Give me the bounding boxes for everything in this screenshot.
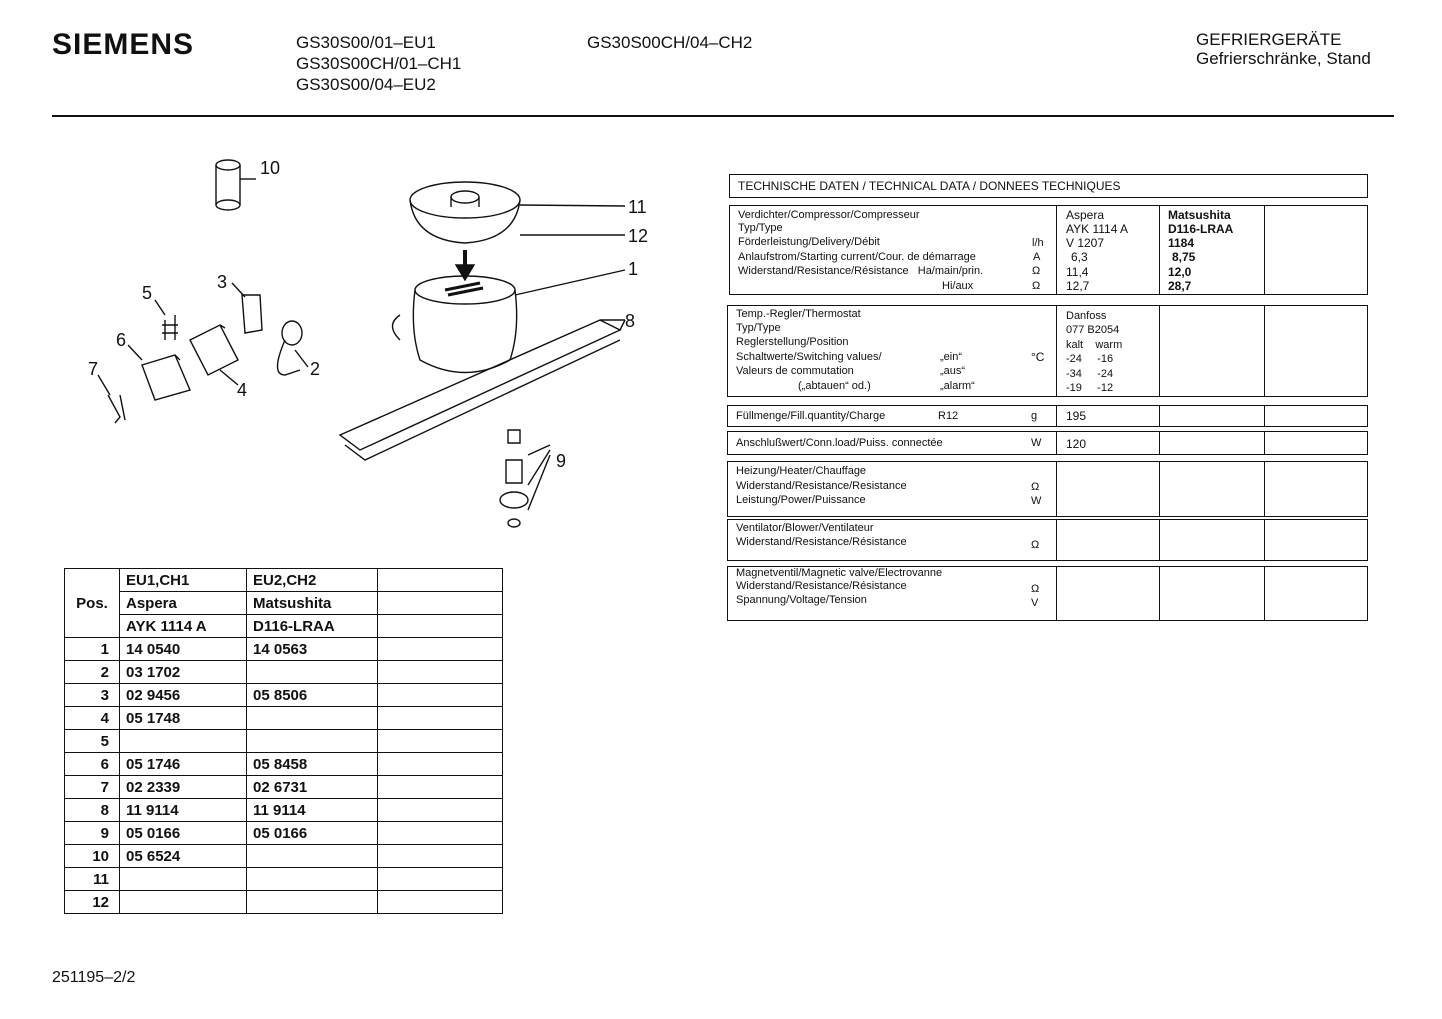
table-row: 9 05 0166 05 0166	[65, 822, 503, 845]
category-subtitle: Gefrierschränke, Stand	[1196, 49, 1371, 68]
relay-part	[242, 295, 262, 333]
clip-part	[162, 315, 178, 340]
table-row: 6 05 1746 05 8458	[65, 753, 503, 776]
valve-section: Magnetventil/Magnetic valve/Electrovanne Widerstand/Resistance/Résistance Spannung/Voltage/Tension Ω V	[727, 566, 1368, 621]
table-row: 3 02 9456 05 8506	[65, 684, 503, 707]
col2-region: EU2,CH2	[247, 569, 378, 592]
heater-section: Heizung/Heater/Chauffage Widerstand/Resistance/Resistance Leistung/Power/Puissance Ω W	[727, 461, 1368, 517]
callout-7: 7	[88, 359, 99, 379]
pos-header: Pos.	[65, 569, 120, 638]
category-block	[1196, 30, 1371, 68]
callout-6: 6	[116, 330, 127, 350]
tech-title-box	[729, 174, 1368, 198]
exploded-parts-diagram	[80, 145, 680, 545]
compressor-section: Verdichter/Compressor/Compresseur Typ/Type Förderleistung/Delivery/Débit Anlaufstrom/Starting current/Cour. de démarrage Widerstand/Resistance/Résistance Ha/main/prin. Hi/aux l/h A Ω Ω Aspera AYK 1114 A V 1207 6,3 11,4 12,7 Matsushita D116-LRAA 1184 8,75 12,0 28,7	[729, 205, 1368, 295]
fill-section: Füllmenge/Fill.quantity/Charge R12 g 195	[727, 405, 1368, 427]
col1-model: AYK 1114 A	[120, 615, 247, 638]
model-line: GS30S00CH/04–CH2	[587, 33, 753, 52]
blower-section: Ventilator/Blower/Ventilateur Widerstand/Resistance/Résistance Ω	[727, 519, 1368, 561]
capacitor-part	[216, 160, 256, 210]
callout-12: 12	[628, 226, 649, 246]
callout-1: 1	[628, 259, 639, 279]
callout-11: 11	[628, 197, 647, 217]
terminal-box-part	[142, 355, 190, 400]
category-title: GEFRIERGERÄTE	[1196, 30, 1342, 49]
col2-maker: Matsushita	[247, 592, 378, 615]
callout-3: 3	[217, 272, 228, 292]
connected-load-section: Anschlußwert/Conn.load/Puiss. connectée W 120	[727, 431, 1368, 455]
model-line: GS30S00/01–EU1	[296, 33, 436, 52]
header-divider	[52, 115, 1394, 117]
screw-set-part	[500, 430, 550, 527]
starter-part	[190, 325, 238, 375]
callout-9: 9	[556, 451, 567, 471]
mounting-rail-part	[340, 320, 625, 460]
document-code: 251195–2/2	[52, 969, 136, 986]
table-row: 11	[65, 868, 503, 891]
table-row: 1 14 0540 14 0563	[65, 638, 503, 661]
parts-table	[64, 568, 503, 914]
callout-5: 5	[142, 283, 153, 303]
compressor-part	[393, 270, 626, 373]
callout-10: 10	[260, 158, 281, 178]
cover-bowl-part	[410, 182, 625, 243]
model-line: GS30S00CH/01–CH1	[296, 54, 462, 73]
brand-logo: SIEMENS	[52, 28, 195, 61]
model-line: GS30S00/04–EU2	[296, 75, 436, 94]
callout-8: 8	[625, 311, 636, 331]
table-row: 7 02 2339 02 6731	[65, 776, 503, 799]
callout-2: 2	[310, 359, 321, 379]
table-row: 4 05 1748	[65, 707, 503, 730]
table-row: 2 03 1702	[65, 661, 503, 684]
col1-region: EU1,CH1	[120, 569, 247, 592]
table-row: 12	[65, 891, 503, 914]
tech-title: TECHNISCHE DATEN / TECHNICAL DATA / DONNEES TECHNIQUES	[738, 179, 1121, 193]
model-list	[296, 32, 461, 95]
table-row: 8 11 9114 11 9114	[65, 799, 503, 822]
callout-4: 4	[237, 380, 248, 400]
clamp-part	[108, 395, 125, 423]
table-row: 5	[65, 730, 503, 753]
thermostat-section: Temp.-Regler/Thermostat Typ/Type Reglerstellung/Position Schaltwerte/Switching values/ Valeurs de commutation („abtauen“ od.) „ein“ „aus“ „alarm“ °C Danfoss 077 B2054 kalt warm -24 -16 -34 -24 -19 -12	[727, 305, 1368, 397]
table-row: 10 05 6524	[65, 845, 503, 868]
col2-model: D116-LRAA	[247, 615, 378, 638]
col1-maker: Aspera	[120, 592, 247, 615]
